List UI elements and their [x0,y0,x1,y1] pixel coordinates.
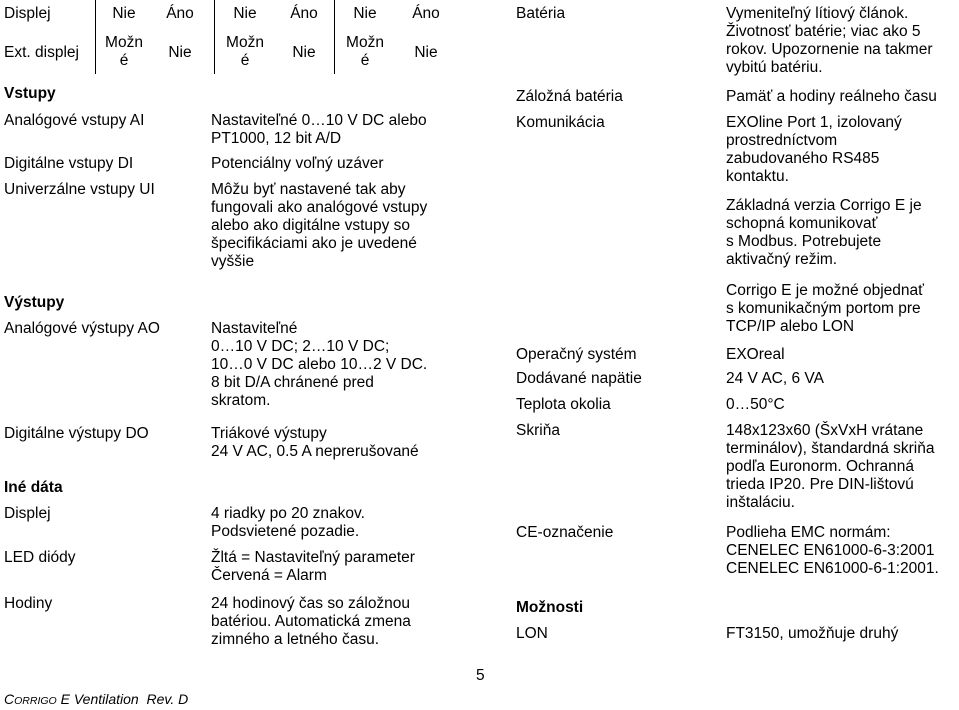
section-heading-inputs: Vstupy [4,85,56,102]
spec-label: Hodiny [4,595,53,612]
table-cell: Nie [233,5,257,22]
spec-value: Žltá = Nastaviteľný parameter Červená = Alarm [211,549,415,584]
spec-label: Univerzálne vstupy UI [4,181,155,198]
footer-brand [4,690,188,710]
table-cell: Nie [112,5,136,22]
table-cell: Áno [166,5,194,22]
spec-label: Operačný systém [516,346,637,363]
spec-value: Môžu byť nastavené tak aby fungovali ako analógové vstupy alebo ako digitálne vstupy so špecifikáciami ako je uvedené vyššie [211,181,428,270]
spec-value: EXOline Port 1, izolovaný prostredníctvom zabudovaného RS485 kontaktu. [726,114,902,185]
spec-label: Záložná batéria [516,88,623,105]
spec-value: Základná verzia Corrigo E je schopná komunikovať s Modbus. Potrebujete aktivačný režim. [726,197,922,268]
table-cell: Nie [292,44,316,61]
spec-value: Nastaviteľné 0…10 V DC alebo PT1000, 12 bit A/D [211,112,427,147]
table-row-label-display: Displej [4,5,51,22]
spec-value: Nastaviteľné 0…10 V DC; 2…10 V DC; 10…0 V DC alebo 10…2 V DC. 8 bit D/A chránené pred skratom. [211,320,428,409]
table-divider [214,0,215,74]
spec-value: 24 V AC, 6 VA [726,370,824,387]
spec-value: Corrigo E je možné objednať s komunikačným portom pre TCP/IP alebo LON [726,282,924,335]
page-number: 5 [476,667,485,684]
spec-label: Batéria [516,5,566,22]
spec-label: Analógové vstupy AI [4,112,145,129]
table-cell: Nie [168,44,192,61]
table-cell: Možn é [105,34,143,69]
spec-value: Pamäť a hodiny reálneho času [726,88,937,105]
section-heading-other: Iné dáta [4,479,63,496]
spec-value: EXOreal [726,346,785,363]
table-row-label-ext-display: Ext. displej [4,44,79,61]
spec-label: Analógové výstupy AO [4,320,160,337]
footer-brand-smallcaps: ORRIGO [14,695,57,707]
spec-label: Teplota okolia [516,396,611,413]
spec-value: Potenciálny voľný uzáver [211,155,384,172]
spec-value: 0…50°C [726,396,785,413]
spec-value: 4 riadky po 20 znakov. Podsvietené pozadie. [211,505,365,540]
table-cell: Možn é [346,34,384,69]
spec-value: 148x123x60 (ŠxVxH vrátane terminálov), štandardná skriňa podľa Euronorm. Ochranná trieda IP20. Pre DIN-lištovú inštaláciu. [726,422,935,511]
spec-label: LED diódy [4,549,76,566]
table-cell: Možn é [226,34,264,69]
spec-label: Displej [4,505,51,522]
section-heading-outputs: Výstupy [4,294,65,311]
table-cell: Áno [412,5,440,22]
table-cell: Nie [353,5,377,22]
footer-brand-rest: E Ventilation Rev. D [56,691,189,707]
table-cell: Áno [290,5,318,22]
spec-value: 24 hodinový čas so záložnou batériou. Automatická zmena zimného a letného času. [211,595,411,648]
footer-brand-prefix: C [4,691,15,707]
spec-label: Digitálne vstupy DI [4,155,134,172]
spec-label: Komunikácia [516,114,605,131]
spec-label: Dodávané napätie [516,370,642,387]
spec-value: Triákové výstupy 24 V AC, 0.5 A neprerušované [211,425,419,460]
table-divider [334,0,335,74]
spec-value: FT3150, umožňuje druhý [726,625,899,642]
spec-label: LON [516,625,548,642]
section-heading-options: Možnosti [516,599,584,616]
spec-label: CE-označenie [516,524,614,541]
table-cell: Nie [414,44,438,61]
table-divider [95,0,96,74]
spec-label: Digitálne výstupy DO [4,425,149,442]
spec-label: Skriňa [516,422,560,439]
spec-value: Podlieha EMC normám: CENELEC EN61000-6-3:2001 CENELEC EN61000-6-1:2001. [726,524,939,577]
spec-value: Vymeniteľný lítiový článok. Životnosť batérie; viac ako 5 rokov. Upozornenie na takmer vybitú batériu. [726,5,933,76]
